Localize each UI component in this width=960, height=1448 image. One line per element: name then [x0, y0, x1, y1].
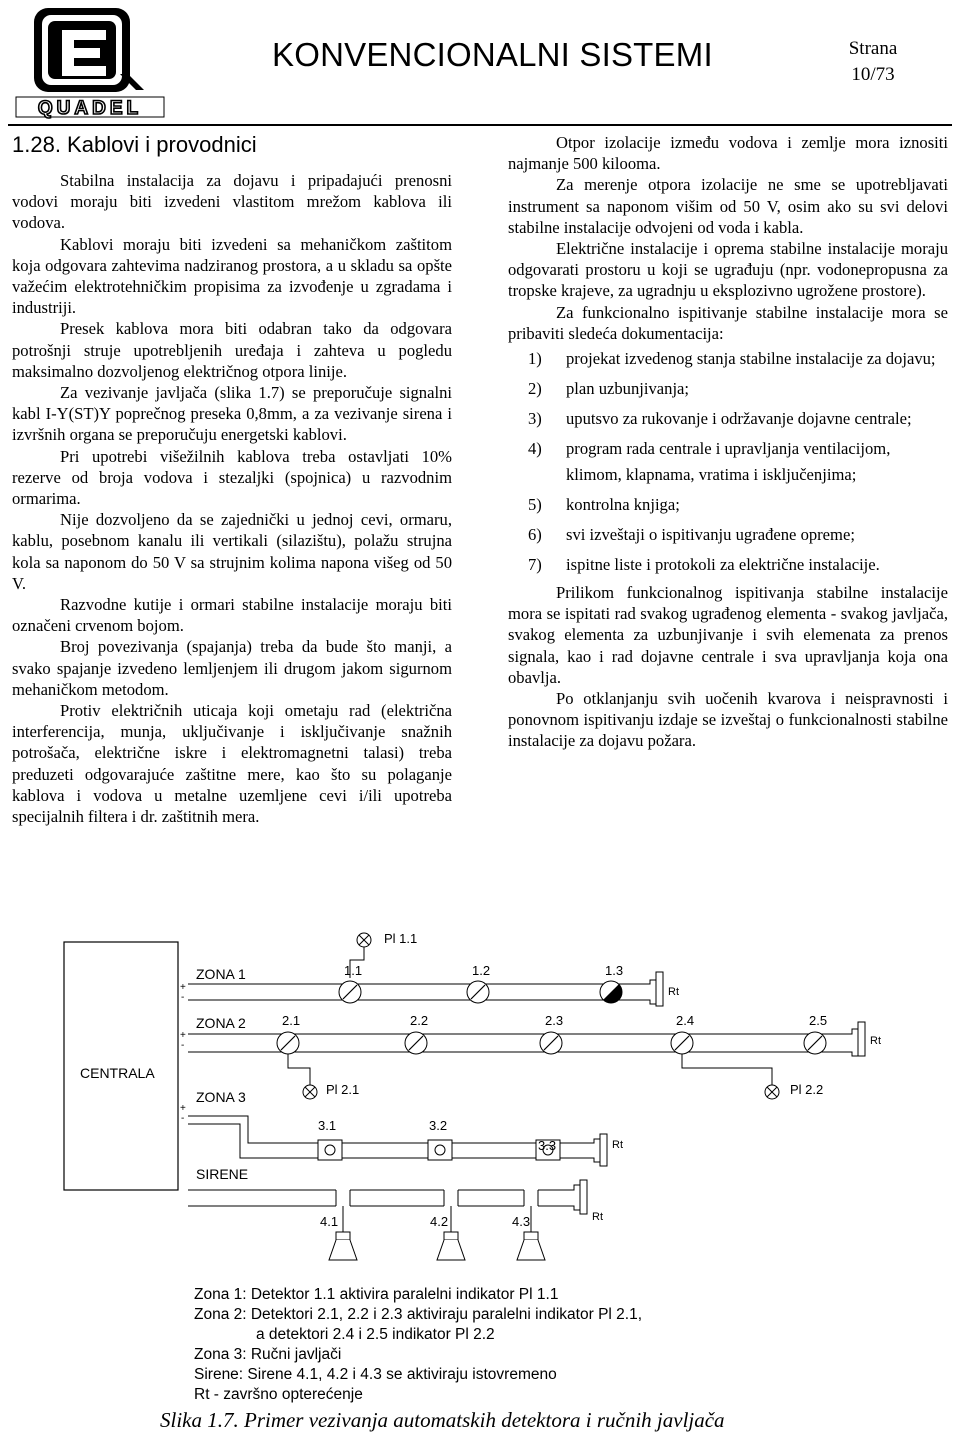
pl21-label: Pl 2.1 — [326, 1082, 360, 1097]
svg-text:-: - — [181, 1040, 185, 1051]
paragraph: Broj povezivanja (spajanja) treba da bude što manji, a svako spajanje izvedeno lemljenjem ili drugom jakom sigurnom mehaničkom metodom. — [12, 637, 452, 699]
page-title: KONVENCIONALNI SISTEMI — [272, 36, 713, 73]
siren-label: 4.1 — [320, 1214, 339, 1229]
detector-2-1 — [277, 1032, 299, 1054]
zone1-wiring — [188, 945, 663, 1006]
svg-text:-: - — [181, 1113, 185, 1124]
mcp-label: 3.3 — [538, 1138, 557, 1153]
paragraph: Za funkcionalno ispitivanje stabilne instalacije mora se pribaviti sledeća dokumentacija: — [508, 302, 948, 343]
detector-1-2 — [467, 981, 489, 1003]
svg-text:+: + — [180, 1030, 186, 1041]
detector-2-2 — [405, 1032, 427, 1054]
page-indicator — [838, 36, 908, 88]
paragraph: Pri upotrebi višežilnih kablova treba ostavljati 10% rezerve od broja vodova i stezaljki (spojnica) u razvodnim ormarima. — [12, 446, 452, 509]
legend-line: Sirene: Sirene 4.1, 4.2 i 4.3 se aktiviraju istovremeno — [194, 1366, 557, 1383]
list-item — [508, 436, 948, 488]
indicator-pl22 — [765, 1085, 779, 1099]
detector-label: 2.3 — [545, 1013, 564, 1028]
siren-4-2 — [437, 1232, 465, 1260]
pl11-label: Pl 1.1 — [384, 931, 418, 946]
rt-label: Rt — [668, 986, 679, 998]
siren-label: 4.3 — [512, 1214, 531, 1229]
manual-call-point-3-1 — [318, 1140, 342, 1160]
page-label: Strana — [848, 38, 898, 59]
list-item — [508, 406, 948, 432]
mcp-label: 3.2 — [429, 1118, 448, 1133]
paragraph: Kablovi moraju biti izvedeni sa mehaničkom zaštitom koja odgovara zahtevima nadziranog prostora, a u skladu sa opšte važećim elektrotehničkim propisima za izvođenje u zgradama i industriji. — [12, 234, 452, 318]
paragraph: Stabilna instalacija za dojavu i pripadajući prenosni vodovi moraju biti izvedeni vlastitom mrežom kablova ili vodova. — [12, 171, 452, 233]
paragraph: Po otklanjanju svih uočenih kvarova i neispravnosti i ponovnom ispitivanju izdaje se izveštaj o funkcionalnosti stabilne instalacije za dojavu požara. — [508, 689, 948, 751]
detector-label: 2.1 — [282, 1013, 301, 1028]
paragraph: Električne instalacije i oprema stabilne instalacije moraju odgovarati prostoru u koji se ugrađuju (npr. vodonepropusna za tropske krajeve, za ugradnju u eksplozivno ugrožene prostore). — [508, 239, 948, 301]
paragraph: Presek kablova mora biti odabran tako da odgovara potrošnji struje upotrebljenih uređaja i zahteva u pogledu maksimalno dozvoljenog električnog otpora linije. — [12, 319, 452, 381]
detector-label: 2.5 — [809, 1013, 828, 1028]
list-item — [508, 522, 948, 548]
list-item — [508, 376, 948, 402]
detector-2-4 — [671, 1032, 693, 1054]
legend-line: Zona 1: Detektor 1.1 aktivira paralelni indikator Pl 1.1 — [194, 1286, 559, 1303]
zone3-label: ZONA 3 — [196, 1089, 246, 1105]
detector-2-5 — [804, 1032, 826, 1054]
legend-line: a detektori 2.4 i 2.5 indikator Pl 2.2 — [256, 1326, 495, 1343]
detector-1-1 — [339, 981, 361, 1003]
paragraph: Protiv električnih uticaja koji ometaju rad (električna interferencija, munja, uključivanje i isključivanje snažnih potrošača, električne iskre i elektromagnetni talasi) treba preduzeti odgovarajuće zaštitne mere, kao što su polaganje kablova i vodova u metalne uzemljene cevi i/ili upotreba specijalnih filtera i dr. zaštitnih mera. — [12, 701, 452, 827]
detector-2-3 — [540, 1032, 562, 1054]
left-column — [12, 170, 452, 827]
list-text: program rada centrale i upravljanja ventilacijom, klimom, klapnama, vratima i isključenjima; — [566, 439, 891, 485]
diagram-legend — [194, 1285, 642, 1405]
mcp-label: 3.1 — [318, 1118, 337, 1133]
zone2-label: ZONA 2 — [196, 1015, 246, 1031]
header-divider — [8, 124, 952, 126]
list-number: 2) — [528, 379, 542, 399]
list-text: ispitne liste i protokoli za električne instalacije. — [566, 555, 880, 575]
list-number: 3) — [528, 409, 542, 429]
siren-4-1 — [329, 1232, 357, 1260]
list-number: 4) — [528, 439, 542, 459]
list-text: plan uzbunjivanja; — [566, 379, 690, 399]
rt-label: Rt — [612, 1139, 623, 1151]
svg-text:+: + — [180, 982, 186, 993]
detector-label: 1.2 — [472, 963, 491, 978]
section-title: 1.28. Kablovi i provodnici — [12, 132, 257, 157]
svg-text:+: + — [180, 1103, 186, 1114]
paragraph: Nije dozvoljeno da se zajednički u jednoj cevi, ormaru, kablu, posebnom kanalu ili vertikali (silazištu), polažu strujna kola sa naponom do 50 V sa strujnim kolima napona višeg od 50 V. — [12, 510, 452, 593]
detector-label: 2.2 — [410, 1013, 429, 1028]
pl22-label: Pl 2.2 — [790, 1082, 824, 1097]
list-number: 7) — [528, 555, 542, 575]
sirene-label: SIRENE — [196, 1166, 249, 1182]
legend-line: Zona 2: Detektori 2.1, 2.2 i 2.3 aktiviraju paralelni indikator Pl 2.1, — [194, 1306, 643, 1323]
polarity-markers — [180, 982, 186, 1124]
page-number: 10/73 — [851, 64, 895, 85]
documentation-list — [508, 346, 948, 578]
legend-line: Rt - završno opterećenje — [194, 1386, 363, 1403]
list-number: 5) — [528, 495, 542, 515]
detector-label: 1.1 — [344, 963, 363, 978]
list-item — [508, 552, 948, 578]
paragraph: Za merenje otpora izolacije ne sme se upotrebljavati instrument sa naponom višim od 50 V, osim ako su svi delovi stabilne instalacije odvojeni od voda i kabla. — [508, 175, 948, 237]
list-text: kontrolna knjiga; — [566, 495, 680, 515]
quadel-logo — [12, 4, 167, 120]
wiring-diagram — [0, 920, 960, 1290]
paragraph: Razvodne kutije i ormari stabilne instalacije moraju biti označeni crvenom bojom. — [12, 595, 452, 636]
rt-label: Rt — [592, 1211, 603, 1223]
right-column — [508, 132, 948, 752]
zone1-label: ZONA 1 — [196, 966, 246, 982]
legend-line: Zona 3: Ručni javljači — [194, 1346, 342, 1363]
indicator-pl11 — [357, 933, 371, 947]
list-item — [508, 492, 948, 518]
manual-call-point-3-2 — [428, 1140, 452, 1160]
paragraph: Otpor izolacije između vodova i zemlje mora iznositi najmanje 500 kilooma. — [508, 133, 948, 174]
indicator-pl21 — [303, 1085, 317, 1099]
paragraph: Prilikom funkcionalnog ispitivanja stabilne instalacije mora se ispitati rad svakog ugrađenog elementa - svakog javljača, svakog elementa za uzbunjivanje i svih elemenata za prenos signala, kao i rad dojavne centrale i sva upravljanja koja ona obavlja. — [508, 583, 948, 687]
detector-1-3 — [600, 981, 622, 1003]
list-text: svi izveštaji o ispitivanju ugrađene opreme; — [566, 525, 855, 545]
detector-label: 2.4 — [676, 1013, 695, 1028]
list-number: 6) — [528, 525, 542, 545]
svg-text:-: - — [181, 992, 185, 1003]
figure-caption: Slika 1.7. Primer vezivanja automatskih detektora i ručnih javljača — [160, 1408, 725, 1432]
detector-label: 1.3 — [605, 963, 624, 978]
list-text: projekat izvedenog stanja stabilne instalacije za dojavu; — [566, 349, 936, 369]
paragraph: Za vezivanje javljača (slika 1.7) se preporučuje signalni kabl I-Y(ST)Y poprečnog preseka 0,8mm, a za vezivanje sirena i izvršnih organa se preporučuju energetski kablovi. — [12, 383, 452, 445]
list-number: 1) — [528, 349, 542, 369]
list-item — [508, 346, 948, 372]
siren-label: 4.2 — [430, 1214, 449, 1229]
siren-4-3 — [517, 1232, 545, 1260]
logo-wordmark: QUADEL — [37, 98, 143, 119]
centrala-label: CENTRALA — [80, 1065, 155, 1081]
rt-label: Rt — [870, 1035, 881, 1047]
list-text: uputsvo za rukovanje i održavanje dojavne centrale; — [566, 409, 912, 429]
